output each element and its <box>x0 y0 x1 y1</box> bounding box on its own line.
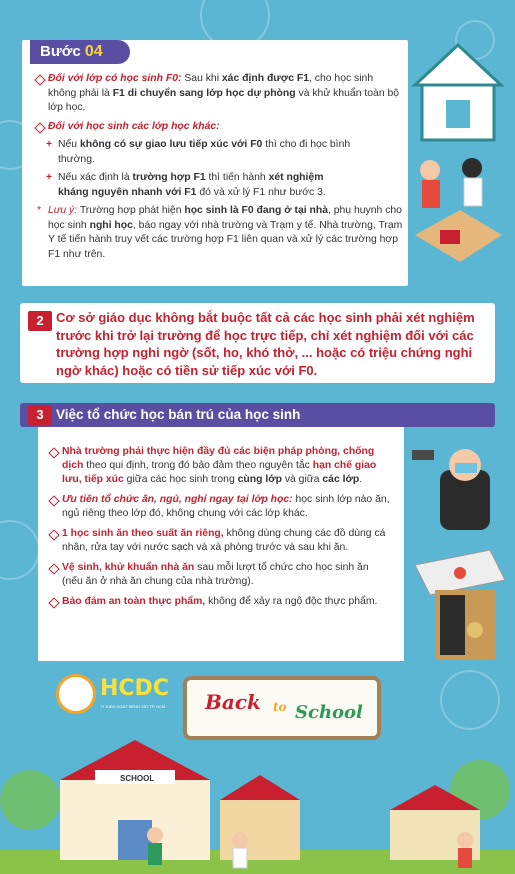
list-item: Vệ sinh, khử khuẩn nhà ăn sau mỗi lượt tổ chức cho học sinh ăn (nếu ăn ở nhà ăn chung của nhà trường). <box>48 561 390 589</box>
note: * Lưu ý: Trường hợp phát hiện học sinh là F0 đang ở tại nhà, phụ huynh cho học sinh nghỉ học, báo ngay với nhà trường và Trạm y tế. Nhà trường, Trạm Y tế tiến hành truy vết các trường hợp F1 liên quan và xử lý các trường hợp F1 như trên. <box>34 204 404 262</box>
list-item: Đối với lớp có học sinh F0: Sau khi xác định được F1, cho học sinh không phải là F1 di chuyển sang lớp học dự phòng và khử khuẩn toàn bộ lớp học. <box>34 72 402 116</box>
virus-icon <box>0 520 40 580</box>
hcdc-logo <box>56 674 176 718</box>
step-label: Bước <box>40 43 81 60</box>
school-label: SCHOOL <box>120 774 155 783</box>
sub-item: + Nếu không có sự giao lưu tiếp xúc với F0 thì cho đi học bình thường. <box>34 138 384 167</box>
logo-subtitle: TT KIỂM SOÁT BỆNH TẬT TP. HCM <box>100 704 166 709</box>
list-item: Đối với học sinh các lớp học khác: <box>34 120 402 135</box>
list-item: Ưu tiên tổ chức ăn, ngủ, nghỉ ngay tại lớp học: học sinh lớp nào ăn, ngủ riêng theo lớp đó, không chung với các lớp khác. <box>48 493 390 521</box>
section-number: 2 <box>28 311 52 331</box>
sign-word: School <box>295 702 363 723</box>
step-tab <box>30 40 130 64</box>
house-illustration <box>410 40 506 270</box>
list-item: Nhà trường phải thực hiện đầy đủ các biện pháp phòng, chống dịch theo qui định, trong đó bảo đảm theo nguyên tắc hạn chế giao lưu, tiếp xúc giữa các học sinh trong cùng lớp và giữa các lớp. <box>48 445 390 487</box>
virus-icon <box>440 670 500 730</box>
sub-item: + Nếu xác định là trường hợp F1 thì tiến hành xét nghiệm kháng nguyên nhanh với F1 đó và xử lý F1 như bước 3. <box>34 171 334 200</box>
sign-word: to <box>273 700 287 714</box>
section-3-header <box>20 403 495 427</box>
logo-emblem <box>56 674 96 714</box>
section-3-body <box>48 445 390 613</box>
step-number: 04 <box>84 43 103 60</box>
section-number: 3 <box>28 405 52 425</box>
back-to-school-sign <box>187 680 377 736</box>
section-2-text: Cơ sở giáo dục không bắt buộc tất cả các học sinh phải xét nghiệm trước khi trở lại trường để học trực tiếp, chỉ xét nghiệm đối với các trường hợp nghi ngờ (sốt, ho, khó thở, ... hoặc có triệu chứng nghi ngờ khác) hoặc có tiền sử tiếp xúc với F0. <box>56 310 475 378</box>
meal-illustration <box>410 430 508 670</box>
school-scene <box>0 730 515 874</box>
logo-text: HCDC <box>100 676 169 701</box>
section-2 <box>20 303 495 383</box>
step-body <box>34 72 402 266</box>
list-item: Bảo đảm an toàn thực phẩm, không để xảy ra ngộ độc thực phẩm. <box>48 595 390 609</box>
list-item: 1 học sinh ăn theo suất ăn riêng, không dùng chung các đồ dùng cá nhân, rửa tay với nước sạch và xà phòng trước và sau khi ăn. <box>48 527 390 555</box>
sign-word: Back <box>205 690 261 714</box>
section-3-title: Việc tổ chức học bán trú của học sinh <box>56 407 301 422</box>
